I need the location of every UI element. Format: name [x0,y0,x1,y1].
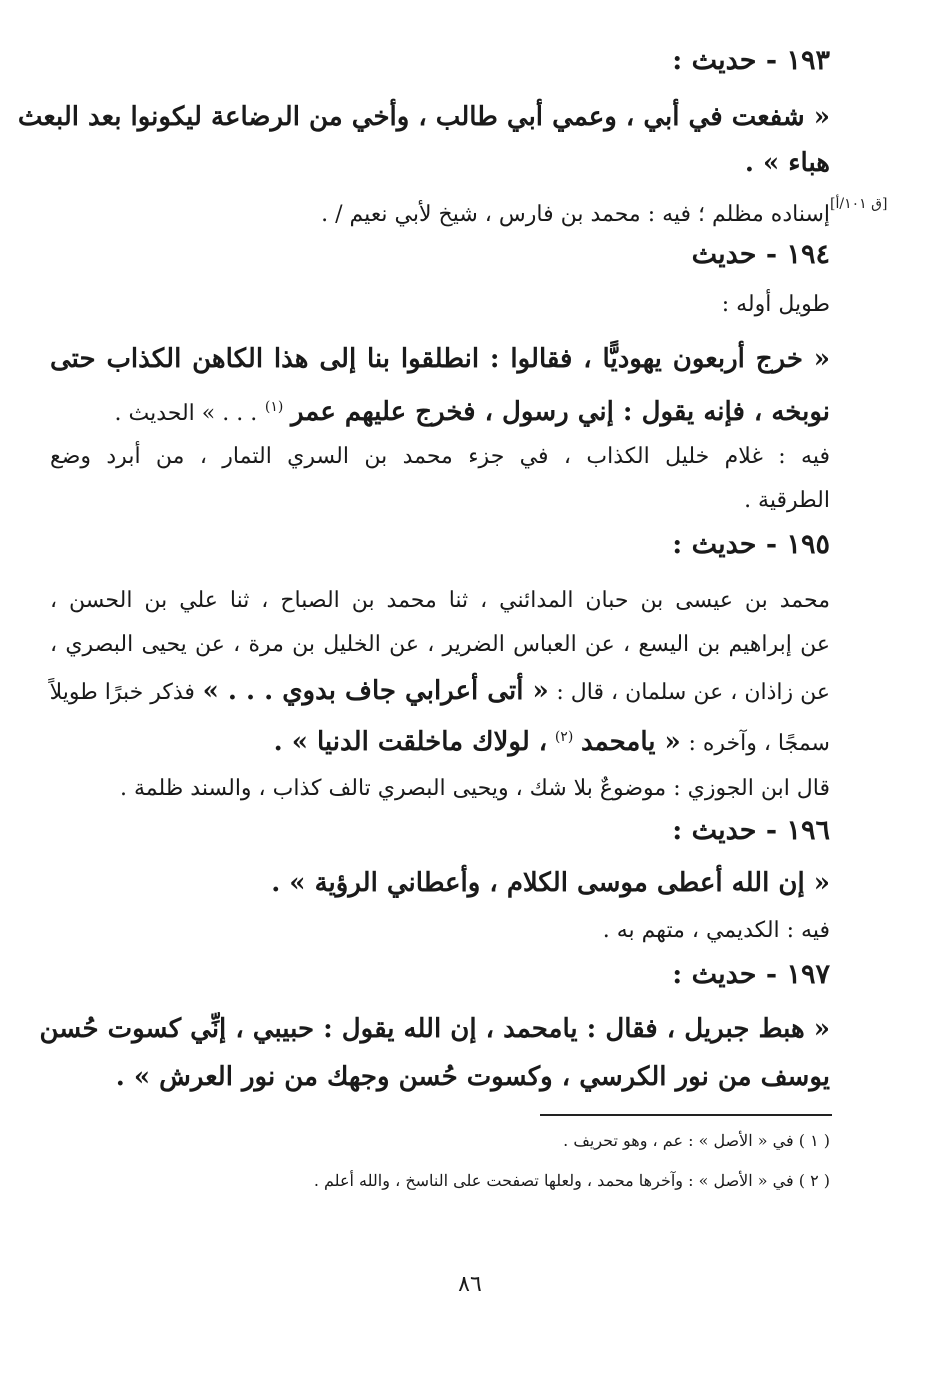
hadith-193-comment: إسناده مظلم ؛ فيه : محمد بن فارس ، شيخ لأبي نعيم / . [321,202,830,227]
footnote-ref-2: (٢) [554,729,574,745]
hadith-195-isnad-line-3 [50,674,830,710]
hadith-193-text-line-2: هباء » . [744,148,830,178]
hadith-194-text-tail: . . . » الحديث . [114,401,258,426]
hadith-195-heading: ١٩٥ - حديث : [672,529,830,560]
footnote-1: ( ١ ) في « الأصل » : عم ، وهو تحريف . [563,1131,830,1150]
hadith-195-ending-bold: « يامحمد [580,727,681,757]
footnote-2: ( ٢ ) في « الأصل » : وآخرها محمد ، ولعلها تصفحت على الناسخ ، والله أعلم . [313,1171,830,1190]
hadith-195-ending-label: سمجًا ، وآخره : [688,731,830,756]
hadith-195-narration-note: فذكر خبرًا طويلاً [49,680,195,705]
hadith-194-comment-line-1: فيه : غلام خليل الكذاب ، في جزء محمد بن السري التمار ، من أبرد وضع [50,444,830,469]
hadith-193-heading: ١٩٣ - حديث : [672,45,830,76]
footnote-ref-1: (١) [264,399,284,415]
hadith-197-heading: ١٩٧ - حديث : [672,959,830,990]
hadith-193-text-line-1: « شفعت في أبي ، وعمي أبي طالب ، وأخي من الرضاعة ليكونوا بعد البعث [17,102,830,132]
hadith-194-comment-line-2: الطرقية . [744,488,830,513]
hadith-194-text-line-1: « خرج أربعون يهوديًّا ، فقالوا : انطلقوا بنا إلى هذا الكاهن الكذاب حتى [50,344,830,374]
page-number: ٨٦ [458,1272,482,1297]
hadith-195-isnad-line-2: عن إبراهيم بن اليسع ، عن العباس الضرير ، عن الخليل بن مرة ، عن يحيى البصري ، [50,632,830,657]
hadith-195-isnad-end: عن زاذان ، عن سلمان ، قال : [556,680,830,705]
hadith-195-isnad-line-1: محمد بن عيسى بن حبان المدائني ، ثنا محمد بن الصباح ، ثنا علي بن الحسن ، [50,588,830,613]
hadith-195-isnad-line-4 [274,720,830,761]
hadith-196-text: « إن الله أعطى موسى الكلام ، وأعطاني الرؤية » . [271,868,830,898]
hadith-194-heading: ١٩٤ - حديث [691,239,830,270]
footnote-separator [540,1114,832,1116]
hadith-195-comment: قال ابن الجوزي : موضوعٌ بلا شك ، ويحيى البصري تالف كذاب ، والسند ظلمة . [120,776,830,801]
hadith-195-matn-start: « أتى أعرابي جاف بدوي . . . » [202,676,549,706]
hadith-194-text-bold: نوبخه ، فإنه يقول : إني رسول ، فخرج عليهم عمر [290,397,830,427]
hadith-197-text-line-1: « هبط جبريل ، فقال : يامحمد ، إن الله يقول : حبيبي ، إنِّي كسوت حُسن [39,1014,830,1044]
margin-manuscript-reference: [ق ١٠١/أ] [830,196,888,212]
hadith-194-intro: طويل أوله : [721,292,830,317]
hadith-196-heading: ١٩٦ - حديث : [672,815,830,846]
hadith-197-text-line-2: يوسف من نور الكرسي ، وكسوت حُسن وجهك من نور العرش » . [115,1062,830,1092]
hadith-194-text-line-2 [115,390,831,431]
hadith-196-comment: فيه : الكديمي ، متهم به . [602,918,830,943]
hadith-195-ending-bold-2: ، لولاك ماخلقت الدنيا » . [273,727,548,757]
